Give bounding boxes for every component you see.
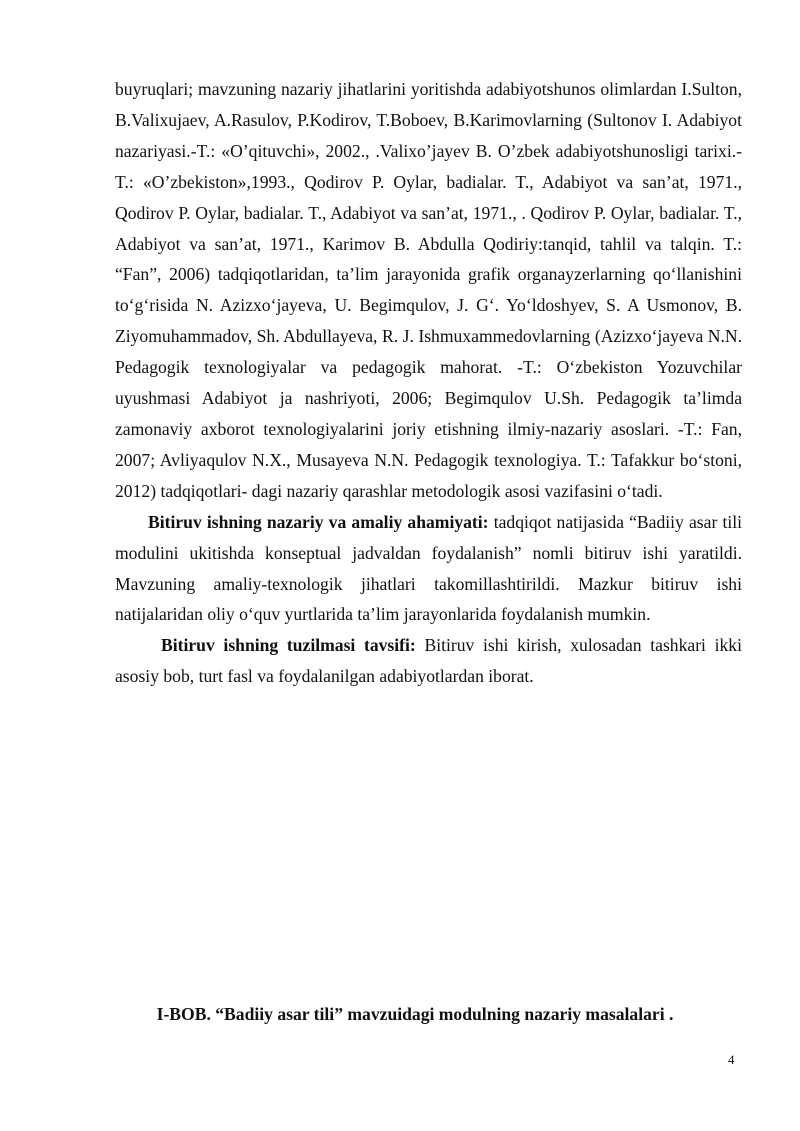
significance-text: tadqiqot natijasida “Badiiy asar tili modulini ukitishda konseptual jadvaldan foydalanish” nomli bitiruv ishi yaratildi. Mavzuning amaliy-texnologik jihatlari takomillashtirildi. Mazkur bitiruv ishi natijalaridan oliy o‘quv yurtlarida ta’lim jarayonlarida foydalanish mumkin.: [115, 511, 743, 625]
significance-heading: Bitiruv ishning nazariy va amaliy ahamiyati:: [148, 511, 489, 532]
paragraph-structure: [115, 630, 742, 692]
page-number: 4: [728, 1052, 735, 1067]
structure-text: Bitiruv ishi kirish, xulosadan tashkari ikki asosiy bob, turt fasl va foydalanilgan adabiyotlardan iborat.: [115, 635, 742, 687]
structure-heading: Bitiruv ishning tuzilmasi tavsifi:: [161, 635, 416, 656]
chapter-heading: I-BOB. “Badiiy asar tili” mavzuidagi modulning nazariy masalalari .: [156, 1004, 674, 1024]
body-text: [115, 74, 742, 692]
paragraph-literature-review: buyruqlari; mavzuning nazariy jihatlarini yoritishda adabiyotshunos olimlardan I.Sulton, B.Valixujaev, A.Rasulov, P.Kodirov, T.Boboev, B.Karimovlarning (Sultonov I. Adabiyot nazariyasi.-T.: «O’qituvchi», 2002., .Valixo’jayev B. O’zbek adabiyotshunosligi tarixi.-T.: «O’zbekiston»,1993., Qodirov P. Oylar, badialar. T., Adabiyot va san’at, 1971., Qodirov P. Oylar, badialar. T., Adabiyot va san’at, 1971., . Qodirov P. Oylar, badialar. T., Adabiyot va san’at, 1971., Karimov B. Abdulla Qodiriy:tanqid, tahlil va talqin. T.: “Fan”, 2006) tadqiqotlaridan, ta’lim jarayonida grafik organayzerlarning qo‘llanishini to‘g‘risida N. Azizxo‘jayeva, U. Begimqulov, J. G‘. Yo‘ldoshyev, S. A Usmonov, B. Ziyomuhammadov, Sh. Abdullayeva, R. J. Ishmuxammedovlarning (Azizxo‘jayeva N.N. Pedagogik texnologiyalar va pedagogik mahorat. -T.: O‘zbekiston Yozuvchilar uyushmasi Adabiyot ja nashriyoti, 2006; Begimqulov U.Sh. Pedagogik ta’limda zamonaviy axborot texnologiyalarini joriy etishning ilmiy-nazariy asoslari. -T.: Fan, 2007; Avliyaqulov N.X., Musayeva N.N. Pedagogik texnologiya. T.: Tafakkur bo‘stoni, 2012) tadqiqotlari- dagi nazariy qarashlar metodologik asosi vazifasini o‘tadi.: [115, 79, 742, 501]
paragraph-significance: [115, 507, 742, 631]
